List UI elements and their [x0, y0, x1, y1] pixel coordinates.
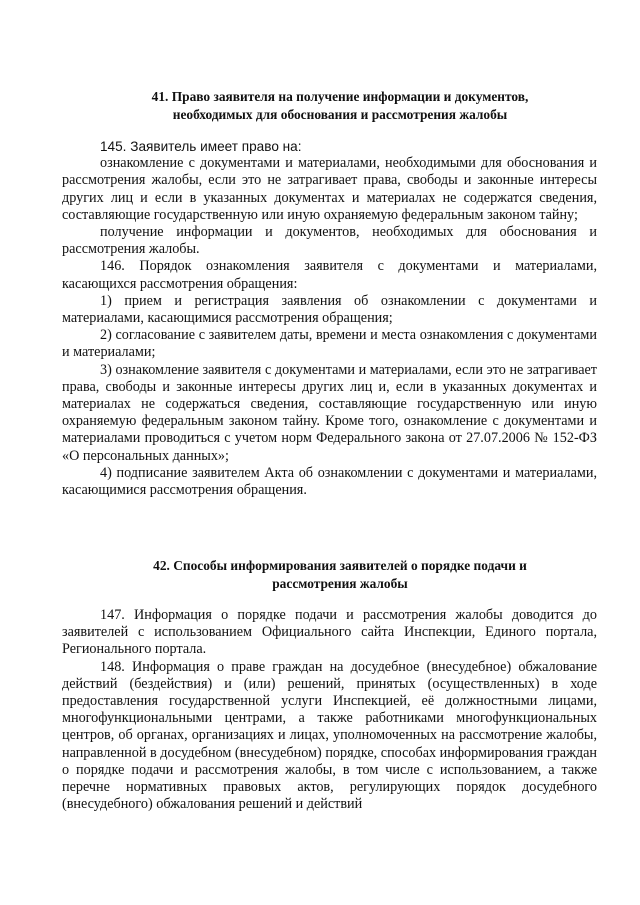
section-41-body: [62, 138, 597, 499]
paragraph-145-item-2: получение информации и документов, необходимых для обоснования и рассмотрения жалобы.: [62, 224, 597, 258]
paragraph-146-item-1: 1) прием и регистрация заявления об ознакомлении с документами и материалами, касающимися рассмотрения обращения;: [62, 292, 597, 327]
paragraph-147: 147. Информация о порядке подачи и рассмотрения жалобы доводится до заявителей с использованием Официального сайта Инспекции, Единого портала, Регионального портала.: [62, 607, 597, 658]
section-42-heading: [60, 557, 620, 592]
section-42-body: [62, 607, 597, 813]
paragraph-148: 148. Информация о праве граждан на досудебное (внесудебное) обжалование действий (бездействия) и (или) решений, принятых (осуществленных) в ходе предоставления государственной услуги Инспекцией, её должностными лицами, многофункциональными центрами, а также работниками многофункциональных центров, об органах, организациях и лицах, уполномоченных на рассмотрение жалобы, направленной в досудебном (внесудебном) порядке, способах информирования граждан о порядке подачи и рассмотрения жалобы, в том числе с использованием, а также перечне нормативных правовых актов, регулирующих порядок досудебного (внесудебного) обжалования решений и действий: [62, 658, 597, 813]
paragraph-146-item-4: 4) подписание заявителем Акта об ознакомлении с документами и материалами, касающимися рассмотрения обращения.: [62, 464, 597, 499]
paragraph-146-item-2: 2) согласование с заявителем даты, времени и места ознакомления с документами и материалами;: [62, 327, 597, 361]
paragraph-146: 146. Порядок ознакомления заявителя с документами и материалами, касающихся рассмотрения обращения:: [62, 258, 597, 292]
paragraph-145: 145. Заявитель имеет право на:: [100, 139, 302, 154]
section-42-heading-line-1: 42. Способы информирования заявителей о порядке подачи и: [153, 558, 527, 573]
section-41-heading: [60, 88, 620, 123]
section-41-heading-line-2: необходимых для обоснования и рассмотрения жалобы: [172, 106, 508, 122]
paragraph-146-item-3: 3) ознакомление заявителя с документами и материалами, если это не затрагивает права, свободы и законные интересы других лиц и, если в указанных документах и материалах не содержаться сведения, составляющие государственную или иную охраняемую федеральным законом тайну. Кроме того, ознакомление с документами и материалами проводиться с учетом норм Федерального закона от 27.07.2006 № 152-ФЗ «О персональных данных»;: [62, 361, 597, 464]
paragraph-145-item-1: ознакомление с документами и материалами, необходимыми для обоснования и рассмотрения жалобы, если это не затрагивает права, свободы и законные интересы других лиц и если в указанных документах и материалах не содержатся сведения, составляющие государственную или иную охраняемую федеральным законом тайну;: [62, 155, 597, 223]
section-41-heading-line-1: 41. Право заявителя на получение информации и документов,: [151, 89, 529, 104]
section-42-heading-line-2: рассмотрения жалобы: [272, 575, 408, 591]
